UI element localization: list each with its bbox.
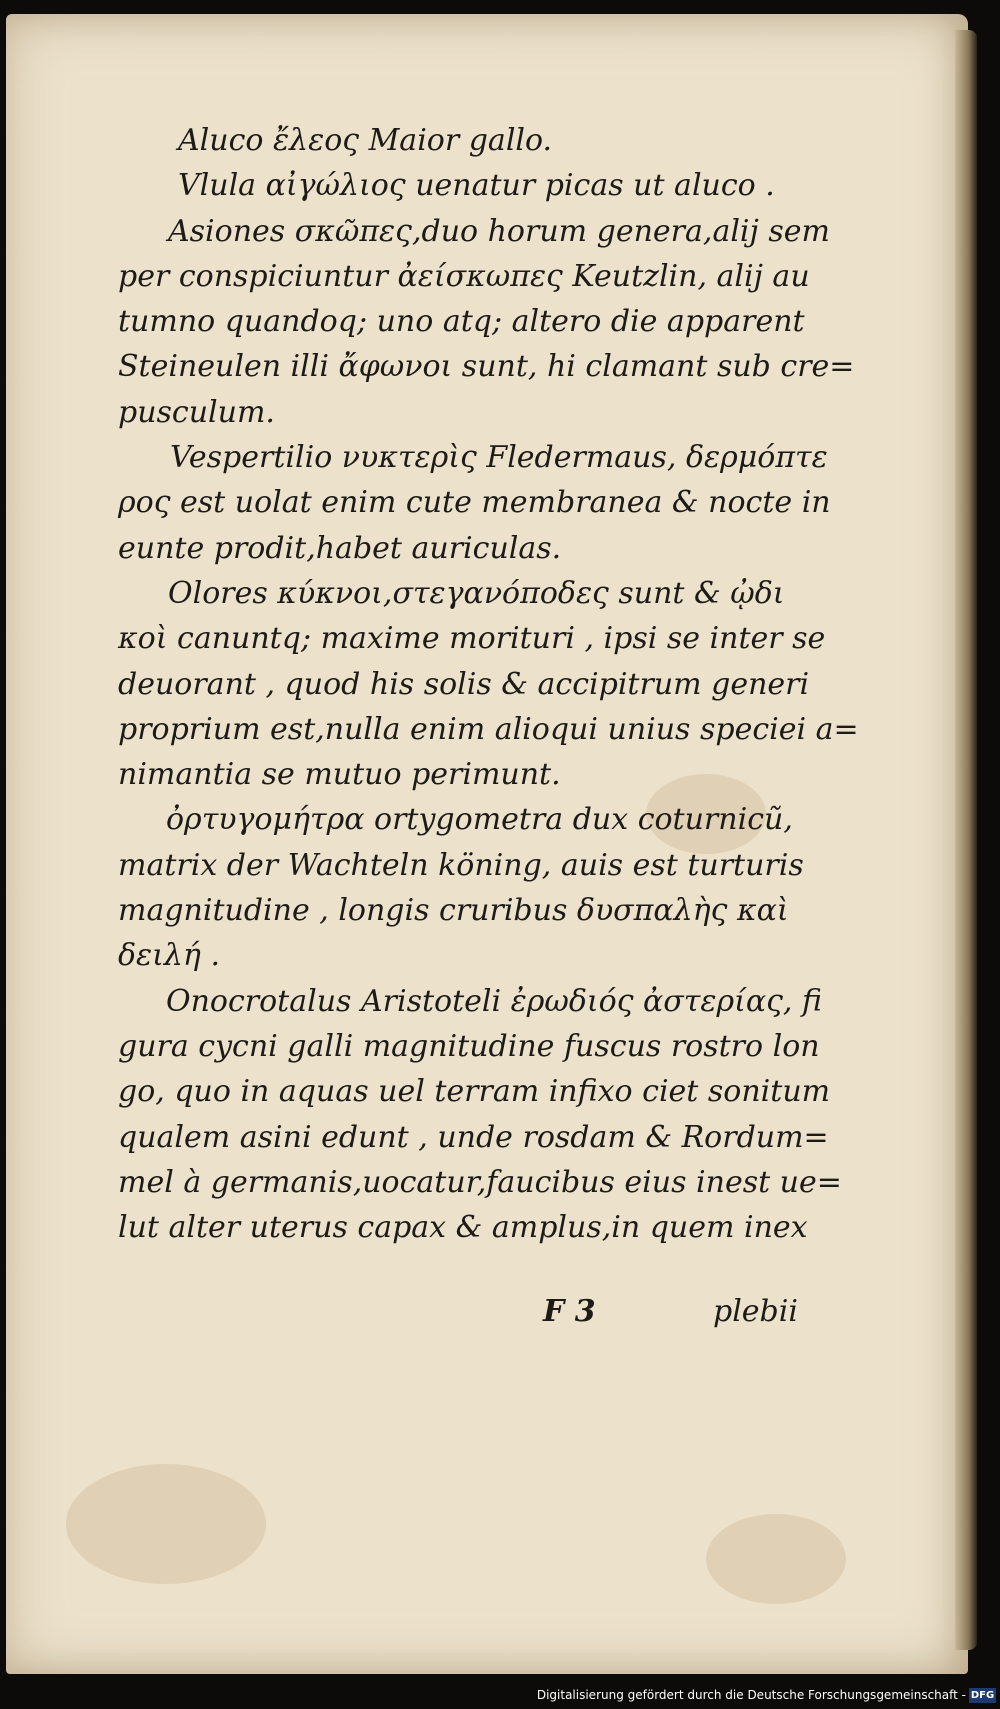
credit-bar bbox=[0, 1684, 1000, 1709]
text-line: Steineulen illi ἄφωνοι sunt, hi clamant sub cre= bbox=[118, 349, 855, 385]
text-line: tumno quandoq; uno atq; altero die apparent bbox=[118, 304, 805, 340]
dfg-logo-icon: DFG bbox=[970, 1690, 995, 1701]
text-line: matrix der Wachteln köning, auis est turturis bbox=[118, 847, 804, 883]
page-footer bbox=[118, 1294, 818, 1340]
paper-stain bbox=[706, 1514, 846, 1604]
text-line: Vespertilio νυκτερὶς Fledermaus, δερμόπτε bbox=[170, 440, 828, 476]
text-line: per conspiciuntur ἀείσκωπες Keutzlin, alij au bbox=[118, 258, 810, 294]
text-line: κοὶ canuntq; maxime morituri , ipsi se inter se bbox=[118, 621, 826, 657]
text-line: gura cycni galli magnitudine fuscus rostro lon bbox=[118, 1028, 820, 1064]
text-line: ὀρτυγομήτρα ortygometra dux coturnicũ, bbox=[166, 802, 793, 838]
signature-mark: F 3 bbox=[543, 1294, 596, 1329]
text-line: mel à germanis,uocatur,faucibus eius inest ue= bbox=[118, 1164, 842, 1200]
text-line: qualem asini edunt , unde rosdam & Rordum= bbox=[118, 1119, 829, 1155]
text-line: eunte prodit,habet auriculas. bbox=[118, 530, 562, 566]
text-line: pusculum. bbox=[118, 394, 275, 430]
text-line: proprium est,nulla enim alioqui unius speciei a= bbox=[118, 711, 859, 747]
text-line: deuorant , quod his solis & accipitrum generi bbox=[118, 666, 810, 702]
text-line: Vlula αἰγώλιος uenatur picas ut aluco . bbox=[178, 168, 775, 204]
text-line: ρος est uolat enim cute membranea & nocte in bbox=[118, 485, 831, 521]
text-line: lut alter uterus capax & amplus,in quem inex bbox=[118, 1210, 808, 1246]
text-line: nimantia se mutuo perimunt. bbox=[118, 757, 561, 793]
text-line: magnitudine , longis cruribus δυσπαλὴς καὶ bbox=[118, 893, 789, 929]
text-line: Aluco ἔλεος Maior gallo. bbox=[178, 123, 553, 158]
credit-text: Digitalisierung gefördert durch die Deutsche Forschungsgemeinschaft - bbox=[536, 1688, 966, 1702]
text-line: go, quo in aquas uel terram infixo ciet sonitum bbox=[118, 1074, 831, 1110]
body-text bbox=[118, 118, 859, 1250]
text-line: Onocrotalus Aristoteli ἐρωδιός ἀστερίας, fi bbox=[166, 983, 823, 1019]
page-edge bbox=[955, 30, 977, 1650]
text-line: Olores κύκνοι,στεγανόποδες sunt & ᾠδι bbox=[168, 575, 785, 611]
text-line: Asiones σκῶπες,duo horum genera,alij sem bbox=[168, 213, 830, 249]
paper-stain bbox=[66, 1464, 266, 1584]
text-line: δειλή . bbox=[118, 938, 220, 974]
catchword: plebii bbox=[713, 1294, 798, 1329]
